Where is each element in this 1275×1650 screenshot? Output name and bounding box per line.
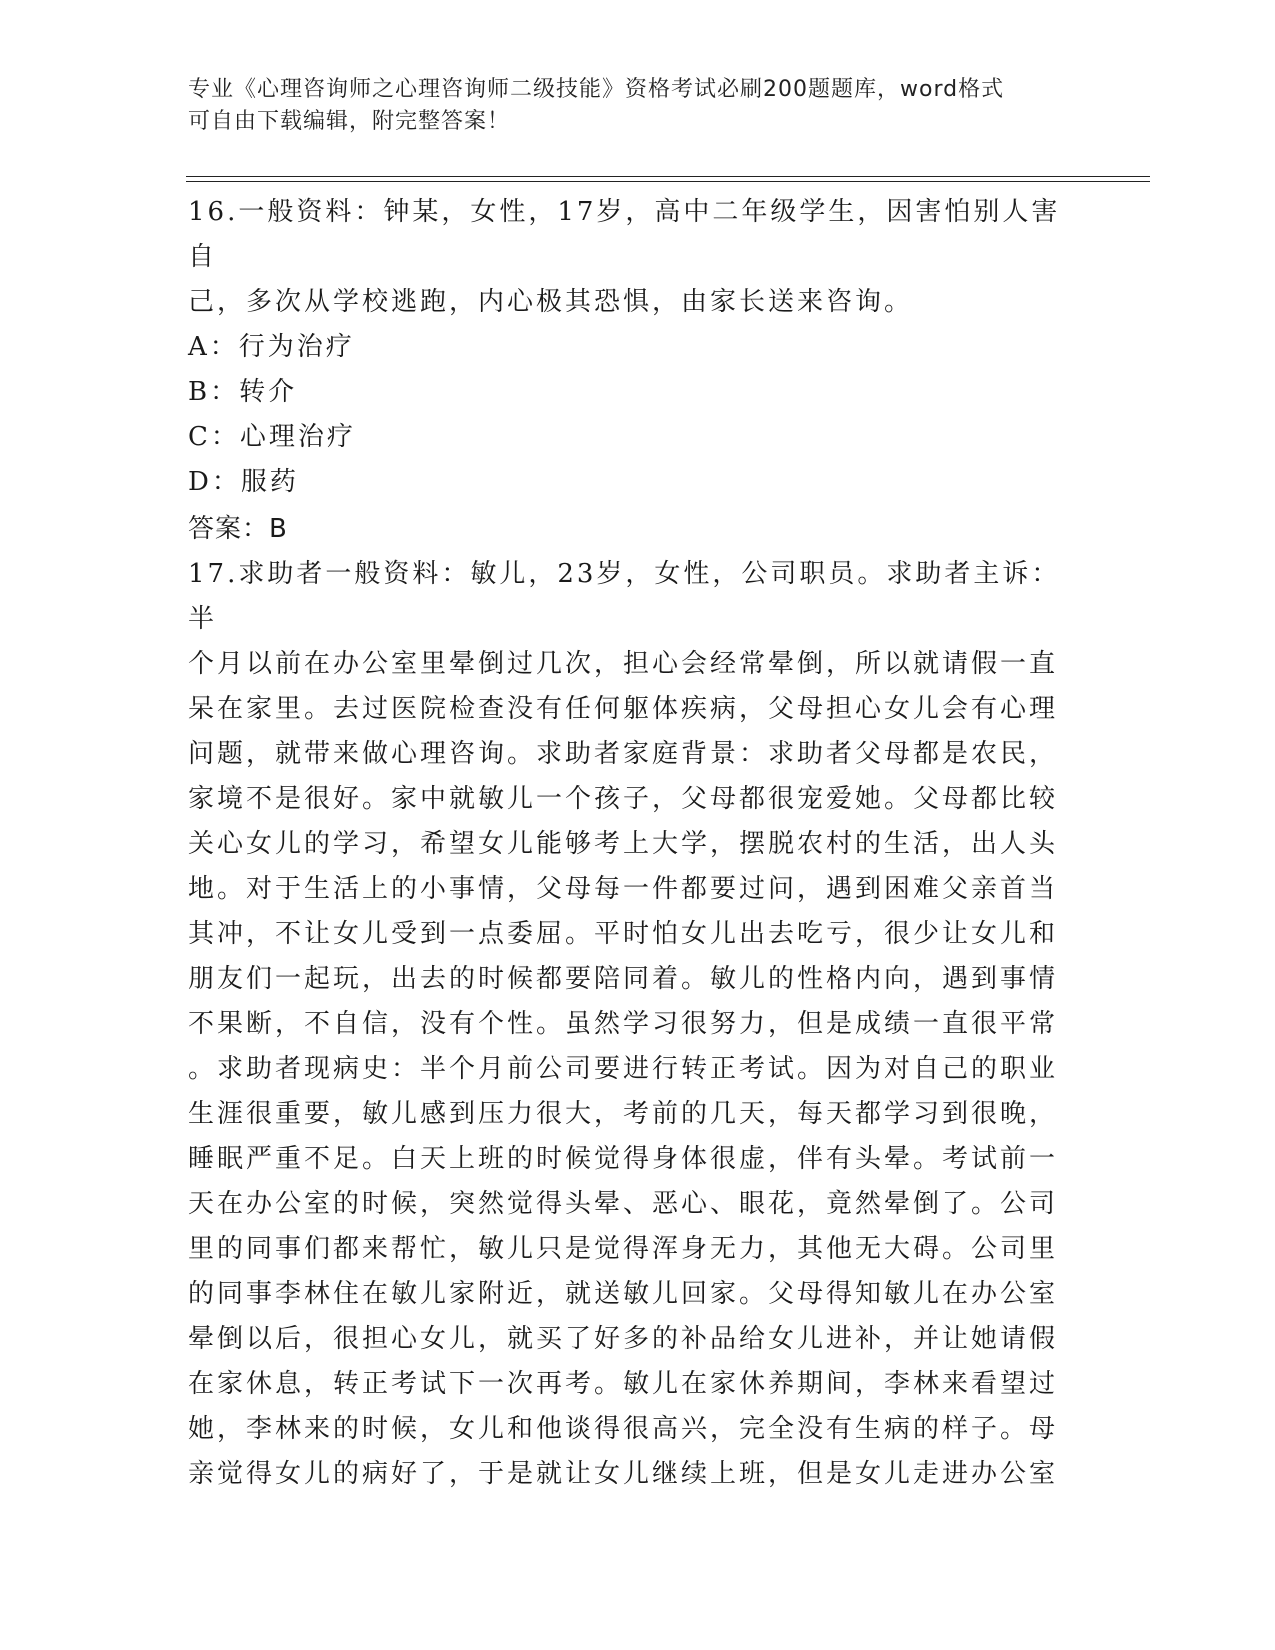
question-16-answer: 答案：B [188, 514, 288, 544]
question-17 [188, 552, 1088, 1497]
question-16-stem-line-2: 己，多次从学校逃跑，内心极其恐惧，由家长送来咨询。 [188, 287, 914, 317]
question-16-option-d: D：服药 [188, 467, 299, 497]
question-17-stem-line-7: 地。对于生活上的小事情，父母每一件都要过问，遇到困难父亲首当 [188, 874, 1059, 904]
question-17-stem-line-19: 她，李林来的时候，女儿和他谈得很高兴，完全没有生病的样子。母 [188, 1414, 1059, 1444]
question-17-stem-line-1: 17.求助者一般资料：敏儿，23岁，女性，公司职员。求助者主诉：半 [188, 559, 1061, 634]
question-17-stem-line-16: 的同事李林住在敏儿家附近，就送敏儿回家。父母得知敏儿在办公室 [188, 1279, 1059, 1309]
question-16-option-c: C：心理治疗 [188, 422, 356, 452]
question-16-option-a: A：行为治疗 [188, 332, 355, 362]
question-16-option-b: B：转介 [188, 377, 298, 407]
question-17-stem-line-10: 不果断，不自信，没有个性。虽然学习很努力，但是成绩一直很平常 [188, 1009, 1059, 1039]
question-17-stem-line-13: 睡眠严重不足。白天上班的时候觉得身体很虚，伴有头晕。考试前一 [188, 1144, 1059, 1174]
header-line-1: 专业《心理咨询师之心理咨询师二级技能》资格考试必刷200题题库，word格式 [188, 77, 1005, 102]
question-17-stem-line-9: 朋友们一起玩，出去的时候都要陪同着。敏儿的性格内向，遇到事情 [188, 964, 1059, 994]
question-17-stem-line-11: 。求助者现病史：半个月前公司要进行转正考试。因为对自己的职业 [188, 1054, 1059, 1084]
question-17-stem-line-12: 生涯很重要，敏儿感到压力很大，考前的几天，每天都学习到很晚， [188, 1099, 1059, 1129]
question-17-stem-line-4: 问题，就带来做心理咨询。求助者家庭背景：求助者父母都是农民， [188, 739, 1059, 769]
header-divider-top [186, 176, 1150, 177]
question-16 [188, 190, 1088, 553]
question-17-stem-line-15: 里的同事们都来帮忙，敏儿只是觉得浑身无力，其他无大碍。公司里 [188, 1234, 1059, 1264]
question-17-stem-line-8: 其冲，不让女儿受到一点委屈。平时怕女儿出去吃亏，很少让女儿和 [188, 919, 1059, 949]
question-17-stem-line-17: 晕倒以后，很担心女儿，就买了好多的补品给女儿进补，并让她请假 [188, 1324, 1059, 1354]
question-17-stem-line-5: 家境不是很好。家中就敏儿一个孩子，父母都很宠爱她。父母都比较 [188, 784, 1059, 814]
question-17-stem-line-3: 呆在家里。去过医院检查没有任何躯体疾病，父母担心女儿会有心理 [188, 694, 1059, 724]
header-divider-bottom [186, 181, 1150, 182]
question-17-stem-line-20: 亲觉得女儿的病好了，于是就让女儿继续上班，但是女儿走进办公室 [188, 1459, 1059, 1489]
question-17-stem-line-18: 在家休息，转正考试下一次再考。敏儿在家休养期间，李林来看望过 [188, 1369, 1059, 1399]
question-16-stem-line-1: 16.一般资料：钟某，女性，17岁，高中二年级学生，因害怕别人害自 [188, 197, 1061, 272]
header-line-2: 可自由下载编辑，附完整答案！ [188, 109, 511, 134]
question-17-stem-line-6: 关心女儿的学习，希望女儿能够考上大学，摆脱农村的生活，出人头 [188, 829, 1059, 859]
question-17-stem-line-14: 天在办公室的时候，突然觉得头晕、恶心、眼花，竟然晕倒了。公司 [188, 1189, 1059, 1219]
document-header [188, 74, 1068, 138]
question-17-stem-line-2: 个月以前在办公室里晕倒过几次，担心会经常晕倒，所以就请假一直 [188, 649, 1059, 679]
